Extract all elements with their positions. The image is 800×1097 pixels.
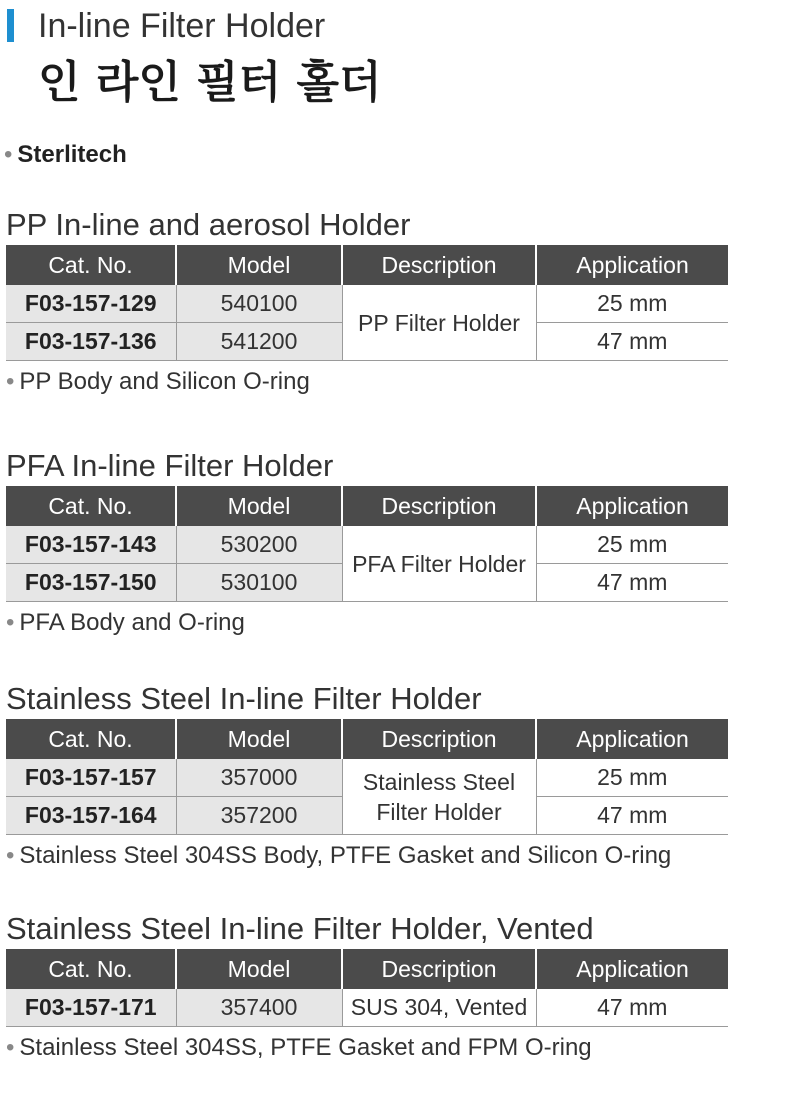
col-header-description: Description [342,949,536,989]
table-header-row [6,949,728,989]
col-header-application: Application [536,486,728,526]
description-cell: PFA Filter Holder [342,526,536,602]
bullet-icon: • [6,368,15,395]
application-cell: 25 mm [536,285,728,323]
col-header-cat: Cat. No. [6,719,176,759]
bullet-icon: • [4,141,13,168]
cat-no-cell: F03-157-157 [6,759,176,797]
col-header-application: Application [536,245,728,285]
table-header-row [6,719,728,759]
brand-name: Sterlitech [17,141,127,168]
col-header-model: Model [176,486,342,526]
section-title: PP In-line and aerosol Holder [6,207,411,242]
section-title: Stainless Steel In-line Filter Holder, Vented [6,911,594,946]
note-text: PFA Body and O-ring [19,609,245,636]
section-pfa-holder [6,448,728,638]
application-cell: 47 mm [536,797,728,835]
col-header-model: Model [176,949,342,989]
col-header-cat: Cat. No. [6,245,176,285]
product-table [6,949,728,1027]
bullet-icon: • [6,842,15,869]
page-title-en: In-line Filter Holder [38,7,326,45]
section-note [6,367,728,397]
table-row [6,526,728,564]
section-stainless-holder [6,681,728,871]
page-title-ko: 인 라인 필터 홀더 [38,57,382,108]
product-table [6,486,728,602]
col-header-description: Description [342,245,536,285]
model-cell: 541200 [176,323,342,361]
application-cell: 47 mm [536,989,728,1027]
table-header-row [6,486,728,526]
section-note [6,608,728,638]
model-cell: 357400 [176,989,342,1027]
table-row [6,989,728,1027]
table-row [6,759,728,797]
cat-no-cell: F03-157-143 [6,526,176,564]
note-text: Stainless Steel 304SS Body, PTFE Gasket and Silicon O-ring [19,842,672,869]
col-header-model: Model [176,719,342,759]
model-cell: 530100 [176,564,342,602]
application-cell: 25 mm [536,526,728,564]
col-header-description: Description [342,719,536,759]
brand-label [4,139,127,171]
bullet-icon: • [6,609,15,636]
product-table [6,245,728,361]
section-note [6,841,728,871]
table-row [6,285,728,323]
cat-no-cell: F03-157-150 [6,564,176,602]
col-header-description: Description [342,486,536,526]
section-stainless-vented-holder [6,911,728,1063]
section-note [6,1033,728,1063]
description-cell: PP Filter Holder [342,285,536,361]
cat-no-cell: F03-157-136 [6,323,176,361]
col-header-cat: Cat. No. [6,949,176,989]
note-text: PP Body and Silicon O-ring [19,368,310,395]
section-pp-holder [6,207,728,397]
table-header-row [6,245,728,285]
col-header-cat: Cat. No. [6,486,176,526]
bullet-icon: • [6,1034,15,1061]
application-cell: 25 mm [536,759,728,797]
application-cell: 47 mm [536,564,728,602]
note-text: Stainless Steel 304SS, PTFE Gasket and FPM O-ring [19,1034,592,1061]
col-header-application: Application [536,719,728,759]
col-header-model: Model [176,245,342,285]
model-cell: 540100 [176,285,342,323]
product-table [6,719,728,835]
model-cell: 357000 [176,759,342,797]
application-cell: 47 mm [536,323,728,361]
cat-no-cell: F03-157-129 [6,285,176,323]
cat-no-cell: F03-157-171 [6,989,176,1027]
description-cell [342,759,536,835]
model-cell: 357200 [176,797,342,835]
section-title: Stainless Steel In-line Filter Holder [6,681,482,716]
description-line: Stainless Steel [362,768,516,795]
description-line: Filter Holder [376,798,502,825]
title-accent-bar [7,9,14,42]
cat-no-cell: F03-157-164 [6,797,176,835]
description-cell: SUS 304, Vented [342,989,536,1027]
model-cell: 530200 [176,526,342,564]
section-title: PFA In-line Filter Holder [6,448,334,483]
col-header-application: Application [536,949,728,989]
